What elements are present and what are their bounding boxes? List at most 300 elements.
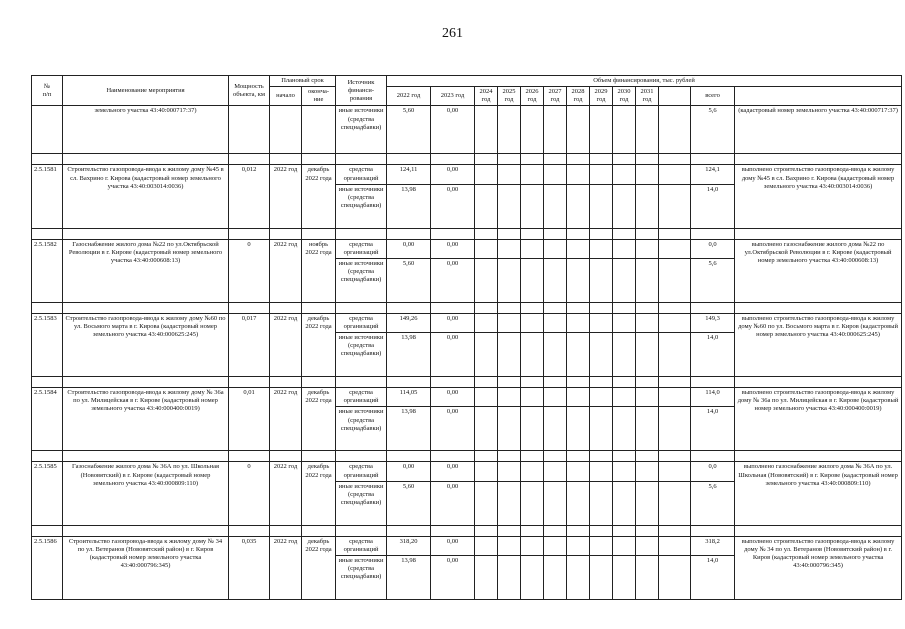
value-2024 [475, 481, 498, 525]
separator-cell [63, 154, 229, 165]
separator-cell [691, 451, 735, 462]
value-total: 0,0 [691, 239, 735, 258]
separator-cell [521, 302, 544, 313]
value-2029 [590, 388, 613, 407]
value-2027 [544, 388, 567, 407]
value-2022: 13,98 [387, 407, 431, 451]
table-row [32, 462, 902, 481]
value-2031 [636, 106, 659, 154]
value-2027 [544, 106, 567, 154]
header-end: оконча-ние [302, 87, 336, 106]
value-2028 [567, 462, 590, 481]
value-empty [659, 407, 691, 451]
object-power: 0,035 [229, 536, 270, 599]
value-2029 [590, 536, 613, 555]
separator-cell [544, 377, 567, 388]
row-number [32, 106, 63, 154]
value-2023: 0,00 [431, 239, 475, 258]
separator-cell [735, 228, 902, 239]
header-2022: 2022 год [387, 87, 431, 106]
object-power [229, 106, 270, 154]
value-2022: 114,05 [387, 388, 431, 407]
value-2022: 13,98 [387, 555, 431, 599]
term-end: ноябрь 2022 года [302, 239, 336, 302]
value-total: 14,0 [691, 184, 735, 228]
value-total: 5,6 [691, 258, 735, 302]
header-2031: 2031 год [636, 87, 659, 106]
header-total: всего [691, 87, 735, 106]
separator-cell [613, 302, 636, 313]
header-source: Источник финанси-рования [336, 76, 387, 106]
separator-cell [659, 302, 691, 313]
funding-source: иные источники (средства спецнадбавки) [336, 481, 387, 525]
value-2022: 13,98 [387, 184, 431, 228]
value-2022: 124,11 [387, 165, 431, 184]
value-2026 [521, 555, 544, 599]
separator-cell [229, 377, 270, 388]
value-2025 [498, 165, 521, 184]
table-row [32, 313, 902, 332]
separator-cell [590, 451, 613, 462]
separator-cell [229, 154, 270, 165]
value-2025 [498, 184, 521, 228]
header-name: Наименование мероприятия [63, 76, 229, 106]
expected-result: выполнено строительство газопровода-ввода к жилому дому №60 по ул. Восьмого марта в г. Киров (кадастровый номер земельного участка 43:40:000625:245) [735, 313, 902, 376]
separator-cell [32, 154, 63, 165]
funding-source: средства организаций [336, 239, 387, 258]
value-empty [659, 333, 691, 377]
separator-cell [270, 377, 302, 388]
separator-cell [567, 451, 590, 462]
value-2026 [521, 165, 544, 184]
value-2027 [544, 462, 567, 481]
separator-cell [32, 228, 63, 239]
value-2026 [521, 258, 544, 302]
value-empty [659, 555, 691, 599]
separator-cell [270, 228, 302, 239]
header-2024: 2024 год [475, 87, 498, 106]
term-end: декабрь 2022 года [302, 462, 336, 525]
value-2022: 13,98 [387, 333, 431, 377]
separator-cell [431, 525, 475, 536]
separator-cell [636, 525, 659, 536]
separator-cell [691, 154, 735, 165]
separator-cell [302, 525, 336, 536]
value-empty [659, 536, 691, 555]
separator-cell [691, 302, 735, 313]
value-2024 [475, 388, 498, 407]
object-power: 0,017 [229, 313, 270, 376]
row-number: 2.5.1586 [32, 536, 63, 599]
term-start: 2022 год [270, 165, 302, 228]
value-2022: 5,60 [387, 258, 431, 302]
value-2022: 149,26 [387, 313, 431, 332]
value-2023: 0,00 [431, 481, 475, 525]
separator-cell [521, 451, 544, 462]
separator-cell [475, 228, 498, 239]
value-empty [659, 106, 691, 154]
expected-result: (кадастровый номер земельного участка 43:40:000717:37) [735, 106, 902, 154]
table-row [32, 106, 902, 154]
value-2023: 0,00 [431, 536, 475, 555]
table-row [32, 165, 902, 184]
value-2022: 5,60 [387, 106, 431, 154]
separator-cell [32, 302, 63, 313]
value-2029 [590, 165, 613, 184]
value-2025 [498, 333, 521, 377]
term-start: 2022 год [270, 239, 302, 302]
term-end: декабрь 2022 года [302, 313, 336, 376]
value-2031 [636, 481, 659, 525]
separator-cell [636, 228, 659, 239]
value-2027 [544, 184, 567, 228]
funding-table [31, 75, 902, 600]
separator-cell [636, 302, 659, 313]
separator-cell [431, 451, 475, 462]
separator-cell [636, 154, 659, 165]
value-total: 318,2 [691, 536, 735, 555]
header-row-1 [32, 76, 902, 87]
value-2024 [475, 258, 498, 302]
separator-cell [63, 377, 229, 388]
separator-cell [735, 302, 902, 313]
value-2025 [498, 462, 521, 481]
separator-cell [270, 154, 302, 165]
table-body [32, 106, 902, 600]
value-2025 [498, 258, 521, 302]
expected-result: выполнено строительство газопровода-ввода к жилому дому №45 в сл. Вахрино г. Кирова (кадастровый номер земельного участка 43:40:003014:0036) [735, 165, 902, 228]
separator-cell [659, 451, 691, 462]
separator-cell [691, 228, 735, 239]
separator-cell [521, 525, 544, 536]
row-separator [32, 154, 902, 165]
value-total: 14,0 [691, 333, 735, 377]
value-2030 [613, 481, 636, 525]
separator-cell [475, 377, 498, 388]
object-power: 0 [229, 239, 270, 302]
value-empty [659, 313, 691, 332]
value-2022: 0,00 [387, 239, 431, 258]
term-start: 2022 год [270, 462, 302, 525]
value-2031 [636, 333, 659, 377]
measure-name: земельного участка 43:40:000717:37) [63, 106, 229, 154]
value-total: 14,0 [691, 555, 735, 599]
value-2030 [613, 106, 636, 154]
header-funding: Объем финансирования, тыс. рублей [387, 76, 902, 87]
separator-cell [544, 451, 567, 462]
value-2028 [567, 555, 590, 599]
value-2027 [544, 313, 567, 332]
separator-cell [475, 525, 498, 536]
measure-name: Газоснабжение жилого дома № 36А по ул. Школьная (Нововятский) в г. Кирове (кадастровый номер земельного участка 43:40:000809:110) [63, 462, 229, 525]
separator-cell [302, 377, 336, 388]
value-2029 [590, 407, 613, 451]
row-separator [32, 377, 902, 388]
term-start: 2022 год [270, 536, 302, 599]
funding-source: средства организаций [336, 313, 387, 332]
value-2028 [567, 313, 590, 332]
header-2023: 2023 год [431, 87, 475, 106]
separator-cell [613, 228, 636, 239]
value-2031 [636, 388, 659, 407]
value-2022: 0,00 [387, 462, 431, 481]
separator-cell [229, 228, 270, 239]
separator-cell [302, 228, 336, 239]
separator-cell [431, 377, 475, 388]
funding-source: иные источники (средства спецнадбавки) [336, 407, 387, 451]
value-2027 [544, 239, 567, 258]
separator-cell [659, 377, 691, 388]
value-2029 [590, 462, 613, 481]
value-2029 [590, 258, 613, 302]
value-2023: 0,00 [431, 165, 475, 184]
value-2026 [521, 106, 544, 154]
header-2026: 2026 год [521, 87, 544, 106]
separator-cell [387, 302, 431, 313]
separator-cell [498, 302, 521, 313]
object-power: 0,012 [229, 165, 270, 228]
separator-cell [567, 228, 590, 239]
row-number: 2.5.1582 [32, 239, 63, 302]
object-power: 0 [229, 462, 270, 525]
separator-cell [521, 228, 544, 239]
value-2030 [613, 407, 636, 451]
separator-cell [590, 154, 613, 165]
funding-source: иные источники (средства спецнадбавки) [336, 258, 387, 302]
value-2024 [475, 184, 498, 228]
separator-cell [613, 377, 636, 388]
value-2025 [498, 407, 521, 451]
value-2029 [590, 333, 613, 377]
separator-cell [659, 525, 691, 536]
term-end [302, 106, 336, 154]
expected-result: выполнено строительство газопровода-ввода к жилому дому № 34 по ул. Ветеранов (Нововятский район) в г. Киров (кадастровый номер земельного участка 43:40:000796:345) [735, 536, 902, 599]
value-2024 [475, 106, 498, 154]
funding-source: средства организаций [336, 462, 387, 481]
separator-cell [659, 228, 691, 239]
value-2030 [613, 165, 636, 184]
value-2027 [544, 536, 567, 555]
value-empty [659, 388, 691, 407]
separator-cell [521, 377, 544, 388]
value-2029 [590, 481, 613, 525]
separator-cell [659, 154, 691, 165]
value-2031 [636, 258, 659, 302]
separator-cell [590, 302, 613, 313]
funding-source: иные источники (средства спецнадбавки) [336, 555, 387, 599]
value-2028 [567, 258, 590, 302]
value-2029 [590, 239, 613, 258]
measure-name: Строительство газопровода-ввода к жилому дому №45 в сл. Вахрино г. Кирова (кадастровый номер земельного участка 43:40:003014:0036) [63, 165, 229, 228]
row-number: 2.5.1583 [32, 313, 63, 376]
value-2026 [521, 313, 544, 332]
value-2023: 0,00 [431, 333, 475, 377]
value-2030 [613, 184, 636, 228]
value-2025 [498, 388, 521, 407]
separator-cell [336, 525, 387, 536]
separator-cell [498, 451, 521, 462]
separator-cell [387, 525, 431, 536]
value-2024 [475, 555, 498, 599]
value-2025 [498, 106, 521, 154]
separator-cell [613, 154, 636, 165]
measure-name: Строительство газопровода-ввода к жилому дому № 34 по ул. Ветеранов (Нововятский район) в г. Киров (кадастровый номер земельного участка 43:40:000796:345) [63, 536, 229, 599]
value-2028 [567, 106, 590, 154]
value-2027 [544, 165, 567, 184]
table-row [32, 536, 902, 555]
value-2026 [521, 388, 544, 407]
separator-cell [63, 525, 229, 536]
value-total: 114,0 [691, 388, 735, 407]
separator-cell [735, 525, 902, 536]
separator-cell [229, 525, 270, 536]
value-2031 [636, 555, 659, 599]
value-2030 [613, 462, 636, 481]
separator-cell [475, 451, 498, 462]
header-num: № п/п [32, 76, 63, 106]
separator-cell [302, 451, 336, 462]
value-2029 [590, 555, 613, 599]
value-2026 [521, 239, 544, 258]
separator-cell [544, 228, 567, 239]
separator-cell [475, 302, 498, 313]
page-number: 261 [442, 26, 463, 41]
value-2025 [498, 536, 521, 555]
separator-cell [336, 377, 387, 388]
value-2024 [475, 407, 498, 451]
separator-cell [613, 451, 636, 462]
value-2030 [613, 313, 636, 332]
value-2030 [613, 536, 636, 555]
value-2026 [521, 184, 544, 228]
separator-cell [336, 302, 387, 313]
value-2029 [590, 184, 613, 228]
value-2022: 5,60 [387, 481, 431, 525]
expected-result: выполнено газоснабжение жилого дома № 36А по ул. Школьная (Нововятский) в г. Кирове (кадастровый номер земельного участка 43:40:000809:110) [735, 462, 902, 525]
header-empty [659, 87, 691, 106]
separator-cell [636, 377, 659, 388]
value-total: 0,0 [691, 462, 735, 481]
value-empty [659, 165, 691, 184]
value-2026 [521, 536, 544, 555]
row-number: 2.5.1581 [32, 165, 63, 228]
table-row [32, 239, 902, 258]
separator-cell [270, 451, 302, 462]
separator-cell [32, 451, 63, 462]
value-2023: 0,00 [431, 184, 475, 228]
row-number: 2.5.1584 [32, 388, 63, 451]
separator-cell [336, 228, 387, 239]
value-2024 [475, 333, 498, 377]
value-2028 [567, 536, 590, 555]
value-2028 [567, 184, 590, 228]
term-start [270, 106, 302, 154]
term-end: декабрь 2022 года [302, 388, 336, 451]
separator-cell [32, 377, 63, 388]
separator-cell [336, 154, 387, 165]
separator-cell [590, 377, 613, 388]
value-2031 [636, 239, 659, 258]
separator-cell [567, 302, 590, 313]
value-2028 [567, 165, 590, 184]
value-empty [659, 239, 691, 258]
value-total: 5,6 [691, 106, 735, 154]
separator-cell [431, 154, 475, 165]
value-2023: 0,00 [431, 258, 475, 302]
separator-cell [270, 525, 302, 536]
funding-source: средства организаций [336, 165, 387, 184]
row-separator [32, 228, 902, 239]
value-2031 [636, 165, 659, 184]
value-empty [659, 481, 691, 525]
separator-cell [336, 451, 387, 462]
value-2024 [475, 313, 498, 332]
value-2027 [544, 481, 567, 525]
value-2031 [636, 407, 659, 451]
separator-cell [63, 228, 229, 239]
separator-cell [521, 154, 544, 165]
value-2024 [475, 165, 498, 184]
value-2023: 0,00 [431, 407, 475, 451]
separator-cell [498, 154, 521, 165]
measure-name: Строительство газопровода-ввода к жилому дому №60 по ул. Восьмого марта в г. Кирова (кадастровый номер земельного участка 43:40:000625:245) [63, 313, 229, 376]
funding-source: иные источники (средства спецнадбавки) [336, 333, 387, 377]
separator-cell [498, 228, 521, 239]
separator-cell [636, 451, 659, 462]
value-2023: 0,00 [431, 106, 475, 154]
separator-cell [63, 451, 229, 462]
value-2027 [544, 555, 567, 599]
value-2028 [567, 481, 590, 525]
separator-cell [567, 377, 590, 388]
term-start: 2022 год [270, 388, 302, 451]
separator-cell [475, 154, 498, 165]
separator-cell [498, 525, 521, 536]
separator-cell [387, 154, 431, 165]
separator-cell [613, 525, 636, 536]
header-term: Плановый срок [270, 76, 336, 87]
separator-cell [590, 228, 613, 239]
value-2023: 0,00 [431, 462, 475, 481]
value-2030 [613, 333, 636, 377]
separator-cell [498, 377, 521, 388]
value-2030 [613, 239, 636, 258]
term-end: декабрь 2022 года [302, 536, 336, 599]
separator-cell [229, 451, 270, 462]
row-number: 2.5.1585 [32, 462, 63, 525]
separator-cell [302, 302, 336, 313]
value-total: 124,1 [691, 165, 735, 184]
separator-cell [302, 154, 336, 165]
value-2031 [636, 536, 659, 555]
row-separator [32, 525, 902, 536]
separator-cell [229, 302, 270, 313]
separator-cell [544, 525, 567, 536]
value-2030 [613, 258, 636, 302]
header-2025: 2025 год [498, 87, 521, 106]
header-2028: 2028 год [567, 87, 590, 106]
separator-cell [387, 451, 431, 462]
value-empty [659, 462, 691, 481]
measure-name: Газоснабжение жилого дома №22 по ул.Октябрьской Революции в г. Кирове (кадастровый номер земельного участка 43:40:000608:13) [63, 239, 229, 302]
object-power: 0,01 [229, 388, 270, 451]
value-2028 [567, 407, 590, 451]
value-2028 [567, 239, 590, 258]
value-2029 [590, 313, 613, 332]
separator-cell [735, 154, 902, 165]
separator-cell [270, 302, 302, 313]
funding-source: средства организаций [336, 388, 387, 407]
